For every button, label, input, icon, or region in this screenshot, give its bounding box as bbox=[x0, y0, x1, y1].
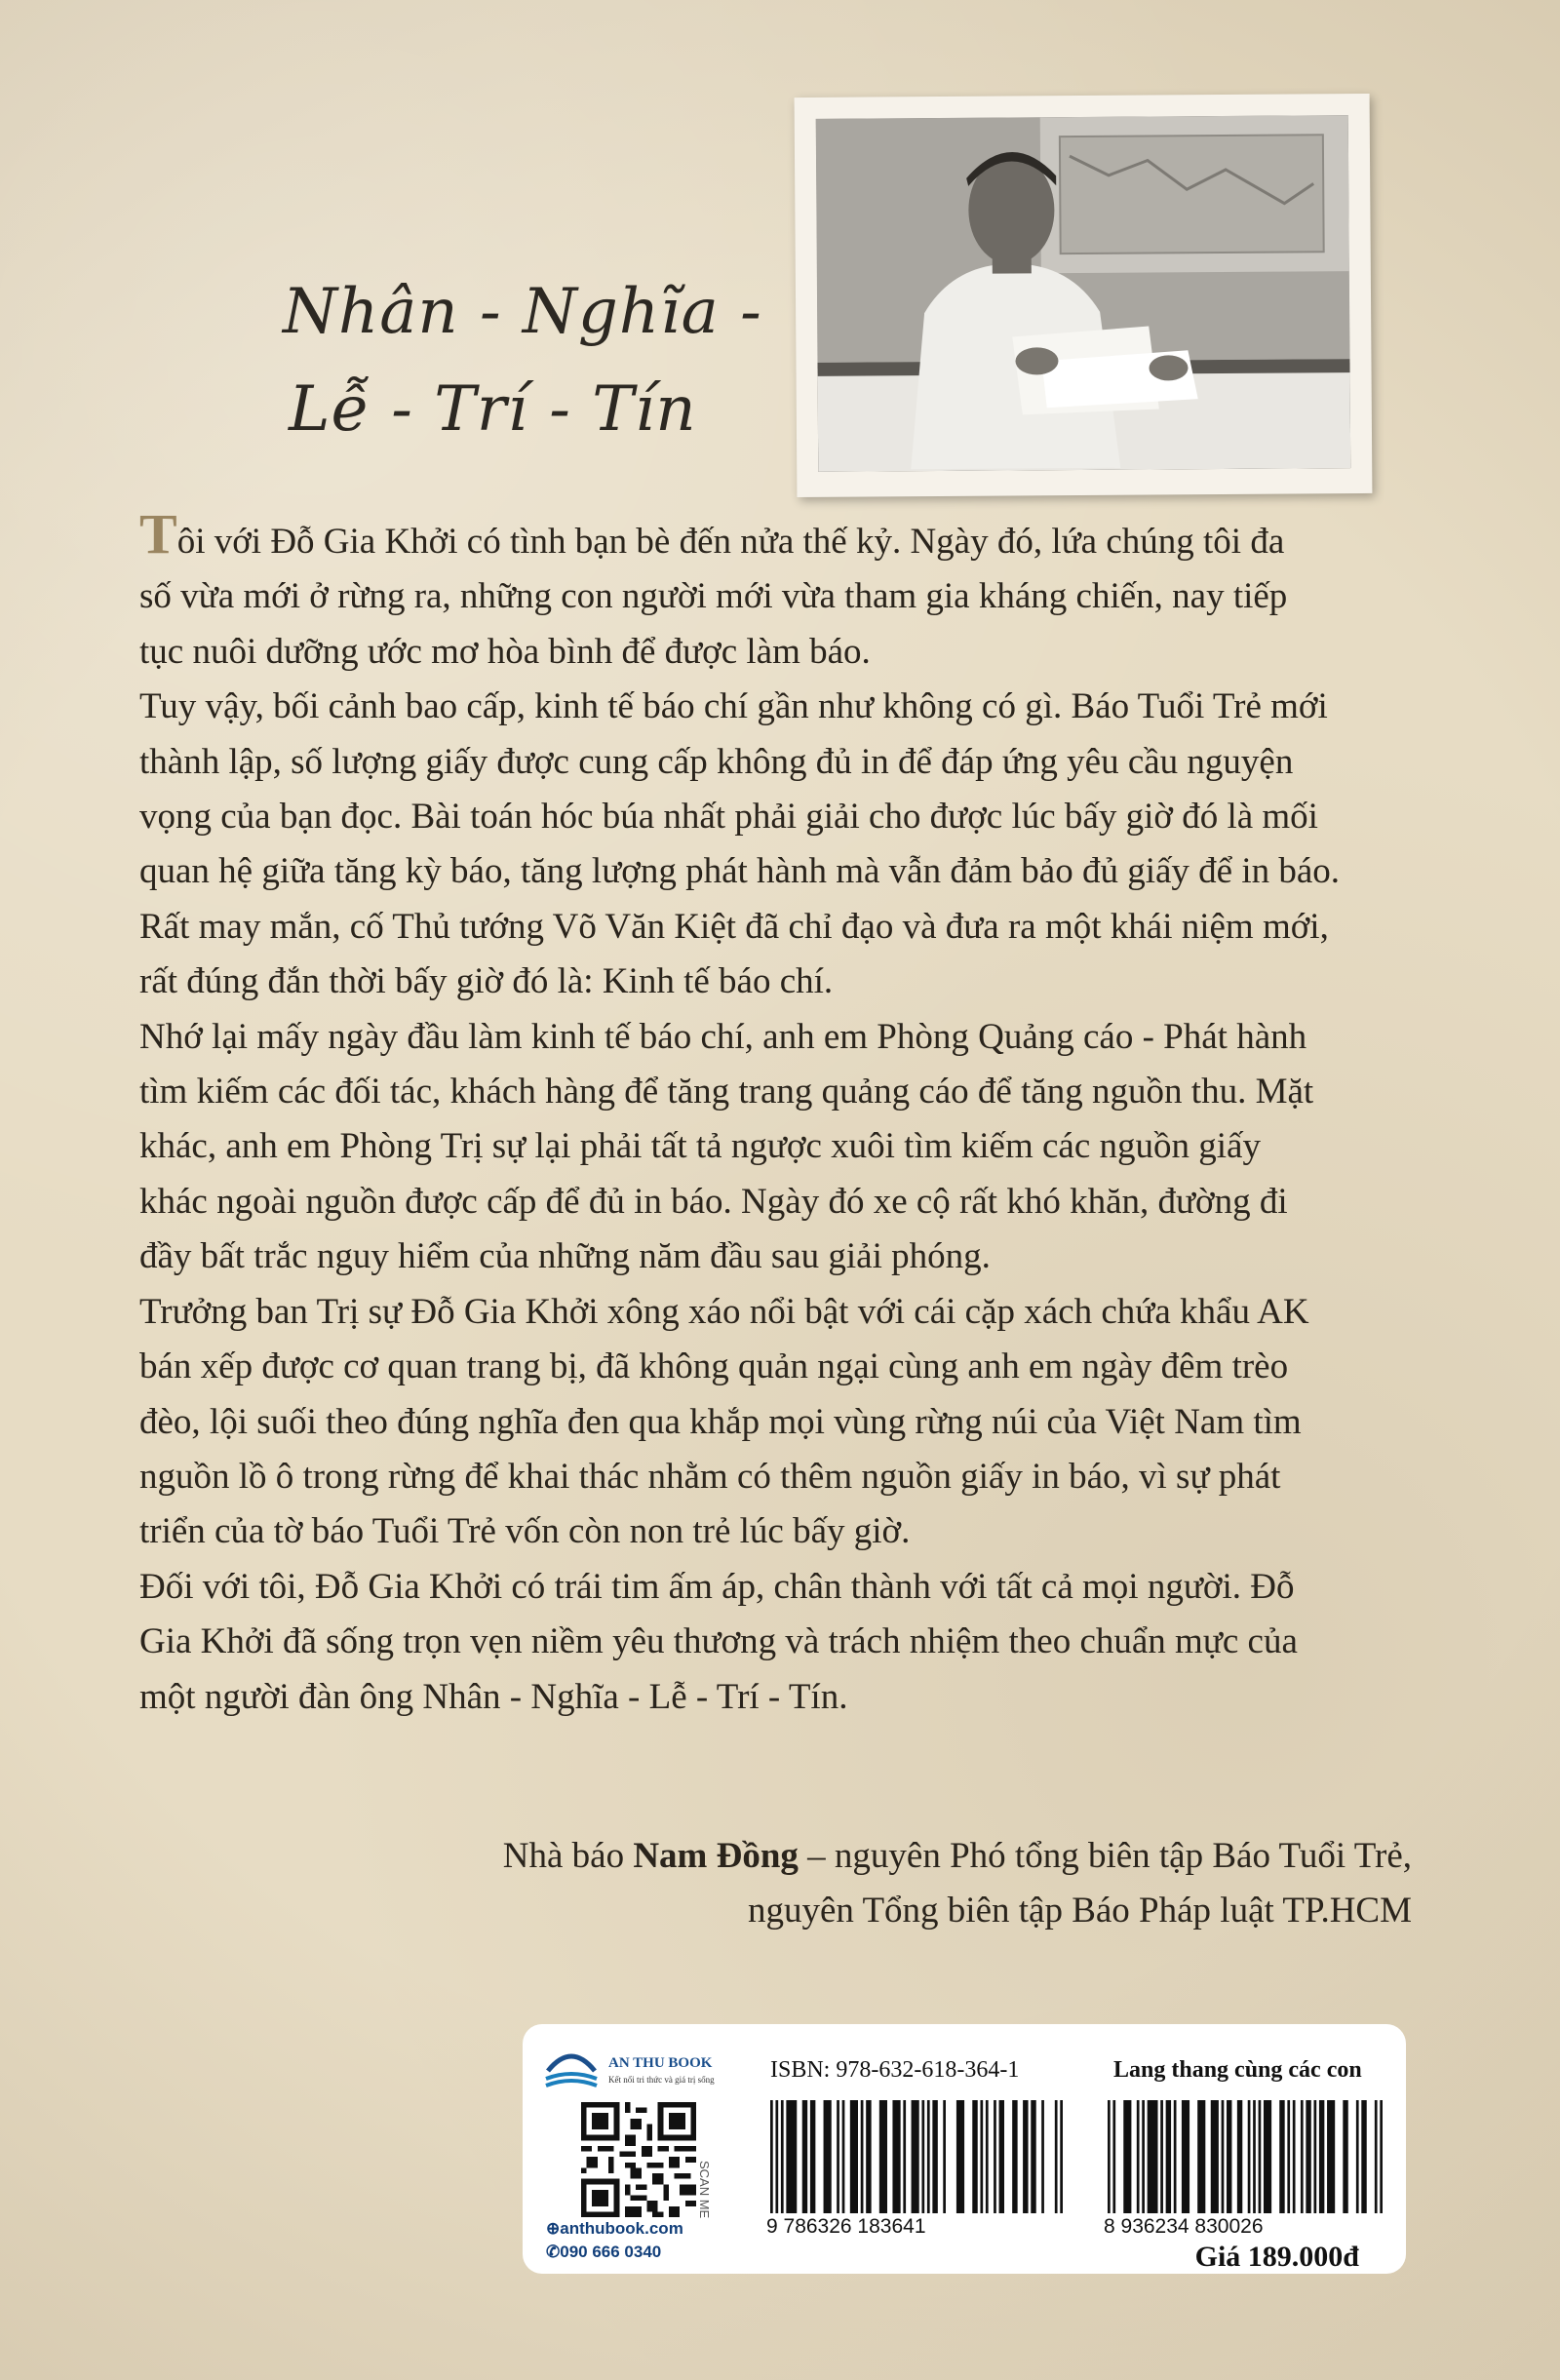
barcode-bar bbox=[1361, 2100, 1366, 2213]
barcode-bar bbox=[1060, 2100, 1063, 2213]
barcode-bar bbox=[770, 2100, 773, 2213]
phone-number: ✆090 666 0340 bbox=[546, 2243, 662, 2261]
body-line: tục nuôi dưỡng ước mơ hòa bình để được làm báo. bbox=[139, 631, 871, 672]
body-line: Tuy vậy, bối cảnh bao cấp, kinh tế báo chí gần như không có gì. Báo Tuổi Trẻ mới bbox=[139, 686, 1328, 727]
barcode-bar bbox=[1279, 2100, 1284, 2213]
motto-line-2: Lễ - Trí - Tín bbox=[289, 373, 697, 446]
barcode-bar bbox=[972, 2100, 977, 2213]
barcode-bar bbox=[879, 2100, 887, 2213]
product-barcode-digits: 8 936234 830026 bbox=[1104, 2215, 1264, 2238]
body-line: rất đúng đắn thời bấy giờ đó là: Kinh tế báo chí. bbox=[139, 961, 834, 1002]
book-title: Lang thang cùng các con bbox=[1113, 2057, 1362, 2083]
barcode-bar bbox=[994, 2100, 996, 2213]
barcode-panel bbox=[523, 2024, 1406, 2274]
barcode-bar bbox=[1327, 2100, 1335, 2213]
barcode-bar bbox=[980, 2100, 983, 2213]
body-line: tìm kiếm các đối tác, khách hàng để tăng trang quảng cáo để tăng nguồn thu. Mặt bbox=[139, 1072, 1314, 1112]
body-line: Rất may mắn, cố Thủ tướng Võ Văn Kiệt đã chỉ đạo và đưa ra một khái niệm mới, bbox=[139, 906, 1329, 947]
barcode-bar bbox=[1123, 2100, 1131, 2213]
barcode-bar bbox=[1293, 2100, 1296, 2213]
barcode-bar bbox=[842, 2100, 845, 2213]
barcode-bar bbox=[1137, 2100, 1140, 2213]
barcode-bar bbox=[837, 2100, 839, 2213]
publisher-logo-icon bbox=[542, 2042, 601, 2092]
publisher-logo bbox=[542, 2042, 737, 2100]
publisher-tagline: Kết nối tri thức và giá trị sống bbox=[608, 2075, 715, 2085]
barcode-bar bbox=[1112, 2100, 1115, 2213]
isbn-text: ISBN: 978-632-618-364-1 bbox=[770, 2057, 1020, 2083]
barcode-bar bbox=[1197, 2100, 1205, 2213]
body-line: vọng của bạn đọc. Bài toán hóc búa nhất phải giải cho được lúc bấy giờ đó là mối bbox=[139, 797, 1318, 838]
barcode-bar bbox=[1148, 2100, 1158, 2213]
signature-line-2: nguyên Tổng biên tập Báo Pháp luật TP.HCM bbox=[747, 1891, 1412, 1931]
barcode-bar bbox=[903, 2100, 906, 2213]
barcode-bar bbox=[1380, 2100, 1383, 2213]
barcode-bar bbox=[921, 2100, 924, 2213]
body-line: khác, anh em Phòng Trị sự lại phải tất tả ngược xuôi tìm kiếm các nguồn giấy bbox=[139, 1126, 1261, 1167]
barcode-bar bbox=[986, 2100, 989, 2213]
barcode-bar bbox=[850, 2100, 858, 2213]
barcode-bar bbox=[775, 2100, 778, 2213]
barcode-bar bbox=[1055, 2100, 1058, 2213]
barcode-bar bbox=[824, 2100, 832, 2213]
barcode-bar bbox=[1182, 2100, 1190, 2213]
body-line: nguồn lồ ô trong rừng để khai thác nhằm có thêm nguồn giấy in báo, vì sự phát bbox=[139, 1456, 1281, 1497]
barcode-bar bbox=[1023, 2100, 1028, 2213]
body-line: đèo, lội suối theo đúng nghĩa đen qua khắp mọi vùng rừng núi của Việt Nam tìm bbox=[139, 1401, 1302, 1442]
portrait-illustration bbox=[816, 115, 1351, 472]
barcode-bar bbox=[1108, 2100, 1111, 2213]
isbn-barcode-digits: 9 786326 183641 bbox=[766, 2215, 926, 2238]
body-line: Trưởng ban Trị sự Đỗ Gia Khởi xông xáo nổi bật với cái cặp xách chứa khẩu AK bbox=[139, 1291, 1309, 1332]
barcode-bar bbox=[1227, 2100, 1231, 2213]
barcode-bar bbox=[1314, 2100, 1317, 2213]
barcode-bar bbox=[1166, 2100, 1171, 2213]
phone-icon: ✆ bbox=[546, 2243, 561, 2261]
barcode-bar bbox=[1031, 2100, 1035, 2213]
body-line: Nhớ lại mấy ngày đầu làm kinh tế báo chí, anh em Phòng Quảng cáo - Phát hành bbox=[139, 1016, 1307, 1057]
signature-line-1: Nhà báo Nam Đồng – nguyên Phó tổng biên tập Báo Tuổi Trẻ, bbox=[502, 1836, 1412, 1876]
handwritten-motto bbox=[283, 263, 762, 458]
barcode-bar bbox=[1211, 2100, 1219, 2213]
author-photo-frame bbox=[795, 94, 1373, 497]
publisher-name: AN THU BOOK bbox=[608, 2055, 713, 2071]
body-line: quan hệ giữa tăng kỳ báo, tăng lượng phát hành mà vẫn đảm bảo đủ giấy để in báo. bbox=[139, 851, 1341, 892]
barcode-bar bbox=[1287, 2100, 1290, 2213]
price: Giá 189.000đ bbox=[1194, 2241, 1359, 2273]
body-line: triển của tờ báo Tuổi Trẻ vốn còn non trẻ lúc bấy giờ. bbox=[139, 1511, 911, 1552]
barcode-bar bbox=[943, 2100, 946, 2213]
barcode-bar bbox=[1222, 2100, 1225, 2213]
body-line: một người đàn ông Nhân - Nghĩa - Lễ - Trí - Tín. bbox=[139, 1676, 848, 1717]
barcode-bar bbox=[802, 2100, 807, 2213]
barcode-bar bbox=[1012, 2100, 1017, 2213]
barcode-bar bbox=[1259, 2100, 1262, 2213]
isbn-barcode bbox=[770, 2100, 1063, 2213]
website[interactable]: ⊕anthubook.com bbox=[546, 2219, 683, 2238]
body-line: khác ngoài nguồn được cấp để đủ in báo. Ngày đó xe cộ rất khó khăn, đường đi bbox=[139, 1181, 1288, 1222]
barcode-bar bbox=[1375, 2100, 1378, 2213]
body-line: Đối với tôi, Đỗ Gia Khởi có trái tim ấm áp, chân thành với tất cả mọi người. Đỗ bbox=[139, 1566, 1295, 1607]
body-line: đầy bất trắc nguy hiểm của những năm đầu sau giải phóng. bbox=[139, 1236, 991, 1277]
barcode-bar bbox=[1248, 2100, 1251, 2213]
body-line: thành lập, số lượng giấy được cung cấp không đủ in để đáp ứng yêu cầu nguyện bbox=[139, 741, 1294, 782]
barcode-bar bbox=[999, 2100, 1004, 2213]
body-line: Tôi với Đỗ Gia Khởi có tình bạn bè đến nửa thế kỷ. Ngày đó, lứa chúng tôi đa bbox=[139, 502, 1285, 566]
barcode-bar bbox=[1237, 2100, 1242, 2213]
barcode-bar bbox=[1041, 2100, 1044, 2213]
article-body bbox=[139, 502, 1426, 1725]
barcode-bar bbox=[1142, 2100, 1145, 2213]
barcode-bar bbox=[912, 2100, 919, 2213]
barcode-bar bbox=[1319, 2100, 1324, 2213]
motto-line-1: Nhân - Nghĩa - bbox=[283, 276, 762, 348]
author-photo bbox=[816, 115, 1351, 472]
author-name: Nam Đồng bbox=[633, 1836, 799, 1876]
product-barcode bbox=[1108, 2100, 1383, 2213]
barcode-bar bbox=[1306, 2100, 1310, 2213]
barcode-bar bbox=[1264, 2100, 1271, 2213]
barcode-bar bbox=[1301, 2100, 1304, 2213]
barcode-bar bbox=[810, 2100, 815, 2213]
barcode-bar bbox=[927, 2100, 930, 2213]
barcode-bar bbox=[1174, 2100, 1177, 2213]
barcode-bar bbox=[956, 2100, 964, 2213]
scan-me-label: SCAN ME bbox=[697, 2161, 712, 2219]
barcode-bar bbox=[1356, 2100, 1359, 2213]
body-line: số vừa mới ở rừng ra, những con người mới vừa tham gia kháng chiến, nay tiếp bbox=[139, 576, 1288, 617]
barcode-bar bbox=[866, 2100, 871, 2213]
barcode-bar bbox=[1343, 2100, 1347, 2213]
qr-code[interactable] bbox=[581, 2102, 696, 2217]
barcode-bar bbox=[932, 2100, 937, 2213]
barcode-bar bbox=[786, 2100, 797, 2213]
body-line: bán xếp được cơ quan trang bị, đã không quản ngại cùng anh em ngày đêm trèo bbox=[139, 1346, 1289, 1387]
barcode-bar bbox=[1160, 2100, 1163, 2213]
barcode-bar bbox=[1253, 2100, 1256, 2213]
author-signature bbox=[339, 1829, 1412, 1938]
body-line: Gia Khởi đã sống trọn vẹn niềm yêu thương và trách nhiệm theo chuẩn mực của bbox=[139, 1621, 1298, 1662]
globe-icon: ⊕ bbox=[546, 2219, 561, 2238]
barcode-bar bbox=[861, 2100, 864, 2213]
drop-cap: T bbox=[139, 502, 177, 566]
barcode-bar bbox=[892, 2100, 900, 2213]
barcode-bar bbox=[781, 2100, 784, 2213]
